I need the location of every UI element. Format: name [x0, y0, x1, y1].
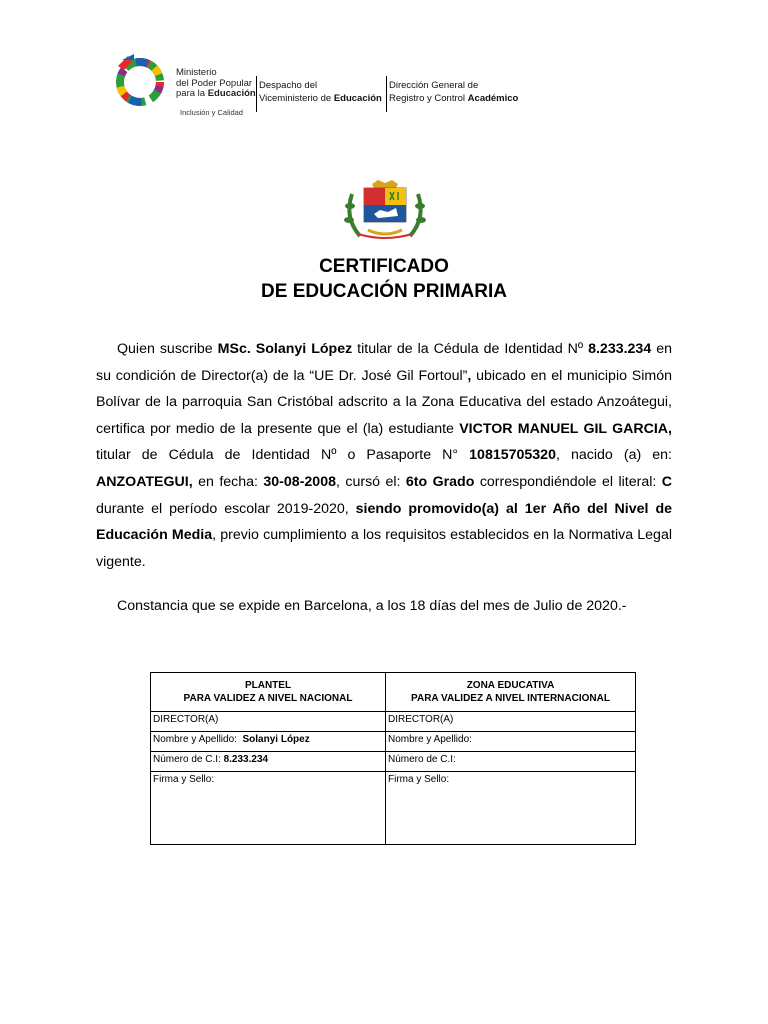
literal-grade: C: [661, 473, 672, 490]
body-text-segment: Quien suscribe: [117, 341, 218, 357]
body-text-segment: en fecha:: [192, 473, 264, 490]
plantel-header: [151, 673, 386, 712]
plantel-header-line-2: PARA VALIDEZ A NIVEL NACIONAL: [183, 693, 353, 704]
body-text-segment: ubicado en el municipio Simón Bolívar de la parroquia San Cristóbal adscrito a la Zona Educativa del estado Anzoátegui, certifica por medio de la presente que el (la) estudiante: [96, 367, 673, 437]
body-text-segment: titular de Cédula de Identidad Nº o Pasaporte N°: [96, 447, 470, 464]
ministry-logo-icon: [112, 52, 168, 108]
zona-educativa-header: [386, 673, 636, 712]
despacho-line-2-prefix: Viceministerio de: [259, 92, 334, 104]
grade: 6to Grado: [405, 473, 475, 490]
table-row: [151, 712, 636, 732]
birth-date: 30-08-2008: [263, 473, 336, 490]
ministry-name: [176, 68, 256, 100]
student-name: VICTOR MANUEL GIL GARCIA,: [459, 420, 672, 437]
ministry-line-3: [176, 89, 256, 100]
plantel-ci-cell: [151, 752, 386, 772]
header-divider: [256, 76, 257, 112]
birth-place: ANZOATEGUI,: [96, 473, 193, 490]
plantel-header-line-1: PLANTEL: [244, 680, 292, 691]
table-row: [151, 732, 636, 752]
ci-label: Número de C.I:: [153, 754, 221, 765]
direccion-line-2: [389, 93, 518, 106]
header-divider: [386, 76, 387, 112]
name-label: Nombre y Apellido:: [388, 734, 472, 745]
despacho-block: [259, 80, 382, 105]
ministry-line-1: Ministerio: [176, 67, 217, 78]
despacho-line-2: [259, 93, 382, 106]
plantel-sign-cell: Firma y Sello:: [151, 772, 386, 845]
direccion-line-2-bold: Académico: [467, 92, 519, 104]
body-text-comma: ,: [467, 367, 472, 384]
zona-header-line-2: PARA VALIDEZ A NIVEL INTERNACIONAL: [411, 693, 610, 704]
director-name: MSc. Solanyi López: [217, 341, 353, 357]
coat-of-arms-icon: [338, 178, 432, 240]
ministry-line-3-bold: Educación: [207, 88, 256, 99]
plantel-director-name: Solanyi López: [242, 734, 310, 745]
ministry-header: [112, 48, 572, 120]
zona-ci-cell: [386, 752, 636, 772]
direccion-block: [389, 80, 518, 105]
direccion-line-1: Dirección General de: [389, 80, 479, 91]
name-label: Nombre y Apellido:: [153, 734, 237, 745]
despacho-line-1: Despacho del: [259, 80, 318, 91]
body-text-segment: titular de la Cédula de Identidad Nº: [352, 341, 589, 357]
despacho-line-2-bold: Educación: [333, 92, 382, 104]
certificate-body: [96, 336, 672, 575]
body-text-segment: en su condición de Director(a) de la “UE Dr. José Gil Fortoul”: [96, 341, 672, 384]
table-row: [151, 772, 636, 845]
body-text-segment: , cursó el:: [335, 473, 406, 490]
plantel-role-cell: DIRECTOR(A): [151, 712, 386, 732]
director-ci: 8.233.234: [588, 341, 652, 357]
closing-statement: Constancia que se expide en Barcelona, a los 18 días del mes de Julio de 2020.-: [117, 598, 627, 614]
signature-table: [150, 672, 636, 845]
body-text-segment: , previo cumplimiento a los requisitos establecidos en la Normativa Legal vigente.: [96, 527, 672, 570]
ministry-line-3-prefix: para la: [176, 88, 208, 99]
direccion-line-2-prefix: Registro y Control: [389, 92, 468, 104]
promotion-statement: siendo promovido(a) al 1er Año del Nivel de Educación Media: [96, 500, 672, 544]
zona-role-cell: DIRECTOR(A): [386, 712, 636, 732]
certificate-title: CERTIFICADO: [319, 256, 449, 277]
body-paragraph: [96, 336, 672, 575]
plantel-director-ci: 8.233.234: [223, 754, 269, 765]
zona-sign-cell: Firma y Sello:: [386, 772, 636, 845]
body-text-segment: correspondiéndole el literal:: [474, 473, 662, 490]
ministry-line-2: del Poder Popular: [176, 77, 253, 89]
body-text-segment: durante el período escolar 2019-2020,: [96, 500, 356, 517]
zona-name-cell: [386, 732, 636, 752]
ministry-tagline: Inclusión y Calidad: [180, 108, 243, 117]
certificate-subtitle: DE EDUCACIÓN PRIMARIA: [261, 281, 507, 302]
body-text-segment: , nacido (a) en:: [555, 447, 672, 464]
table-header-row: [151, 673, 636, 712]
ci-label: Número de C.I:: [388, 754, 456, 765]
plantel-name-cell: [151, 732, 386, 752]
zona-header-line-1: ZONA EDUCATIVA: [466, 680, 555, 691]
student-id: 10815705320: [469, 447, 556, 464]
table-row: [151, 752, 636, 772]
